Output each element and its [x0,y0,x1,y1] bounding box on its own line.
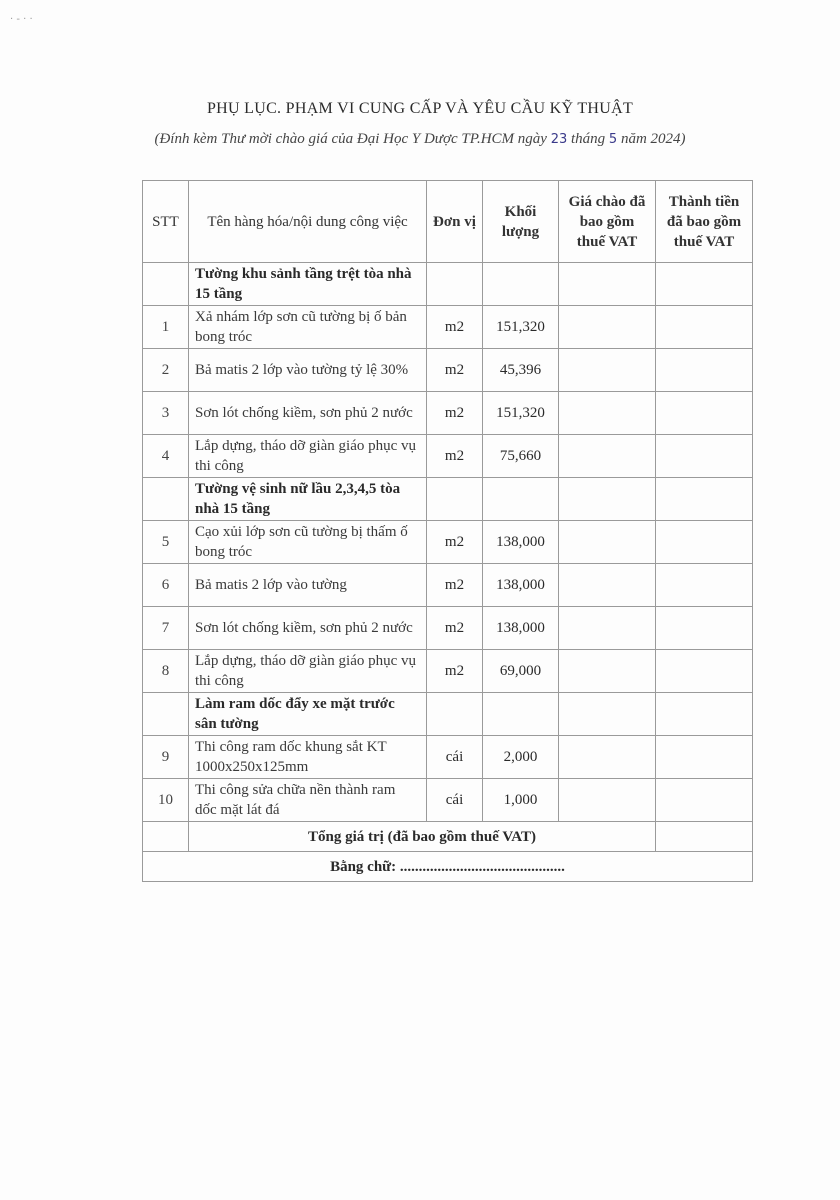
table-row [143,306,753,349]
cell-stt: 1 [143,306,189,349]
group-title: Tường khu sảnh tầng trệt tòa nhà 15 tầng [189,263,427,306]
cell-name: Bả matis 2 lớp vào tường tỷ lệ 30% [189,349,427,392]
header-price: Giá chào đã bao gồm thuế VAT [559,181,656,263]
subtitle-text-before: (Đính kèm Thư mời chào giá của Đại Học Y Dược TP.HCM ngày [154,131,551,147]
cell-qty: 138,000 [483,564,559,607]
cell-name: Cạo xủi lớp sơn cũ tường bị thấm ố bong tróc [189,521,427,564]
cell-qty: 69,000 [483,650,559,693]
table-row [143,607,753,650]
cell-qty: 151,320 [483,392,559,435]
header-row [143,181,753,263]
subtitle-text-middle: tháng [567,131,609,147]
header-qty: Khối lượng [483,181,559,263]
cell-unit: m2 [427,564,483,607]
cell-stt: 5 [143,521,189,564]
table-row [143,435,753,478]
cell-unit: m2 [427,435,483,478]
cell-stt: 7 [143,607,189,650]
subtitle-day: 23 [550,132,568,147]
cell-qty: 138,000 [483,521,559,564]
header-amount: Thành tiền đã bao gồm thuế VAT [656,181,753,263]
cell-stt: 3 [143,392,189,435]
amount-in-words: Bằng chữ: ............................................ [143,852,753,882]
cell-stt: 6 [143,564,189,607]
cell-unit: cái [427,736,483,779]
cell-stt: 2 [143,349,189,392]
cell-unit: m2 [427,650,483,693]
cell-unit: m2 [427,607,483,650]
cell-name: Sơn lót chống kiềm, sơn phủ 2 nước [189,607,427,650]
page-subtitle [0,131,840,148]
cell-unit: m2 [427,392,483,435]
cell-stt: 9 [143,736,189,779]
table-row [143,650,753,693]
table-row [143,779,753,822]
header-unit: Đơn vị [427,181,483,263]
group-row [143,263,753,306]
group-title: Tường vệ sinh nữ lầu 2,3,4,5 tòa nhà 15 tầng [189,478,427,521]
table-row [143,736,753,779]
cell-stt: 4 [143,435,189,478]
cell-qty: 45,396 [483,349,559,392]
table-row [143,349,753,392]
cell-name: Lắp dựng, tháo dỡ giàn giáo phục vụ thi công [189,435,427,478]
scope-table [142,180,753,882]
cell-name: Thi công ram dốc khung sắt KT 1000x250x125mm [189,736,427,779]
cell-unit: cái [427,779,483,822]
cell-name: Xả nhám lớp sơn cũ tường bị ố bản bong tróc [189,306,427,349]
table-row [143,564,753,607]
subtitle-text-after: năm 2024) [617,131,686,147]
table-row [143,521,753,564]
cell-qty: 2,000 [483,736,559,779]
cell-qty: 75,660 [483,435,559,478]
group-title: Làm ram dốc đẩy xe mặt trước sân tường [189,693,427,736]
cell-name: Lắp dựng, tháo dỡ giàn giáo phục vụ thi công [189,650,427,693]
cell-stt: 10 [143,779,189,822]
cell-name: Thi công sửa chữa nền thành ram dốc mặt lát đá [189,779,427,822]
group-row [143,693,753,736]
group-row [143,478,753,521]
subtitle-month: 5 [608,132,618,147]
cell-stt: 8 [143,650,189,693]
header-stt: STT [143,181,189,263]
corner-marks: · - · · [10,14,33,25]
cell-unit: m2 [427,521,483,564]
total-label: Tổng giá trị (đã bao gồm thuế VAT) [189,822,656,852]
page-title: PHỤ LỤC. PHẠM VI CUNG CẤP VÀ YÊU CẦU KỸ THUẬT [206,100,634,117]
cell-qty: 1,000 [483,779,559,822]
table-row [143,392,753,435]
cell-name: Sơn lót chống kiềm, sơn phủ 2 nước [189,392,427,435]
cell-unit: m2 [427,349,483,392]
total-row [143,822,753,852]
cell-name: Bả matis 2 lớp vào tường [189,564,427,607]
cell-qty: 151,320 [483,306,559,349]
cell-qty: 138,000 [483,607,559,650]
cell-unit: m2 [427,306,483,349]
header-name: Tên hàng hóa/nội dung công việc [189,181,427,263]
words-row [143,852,753,882]
